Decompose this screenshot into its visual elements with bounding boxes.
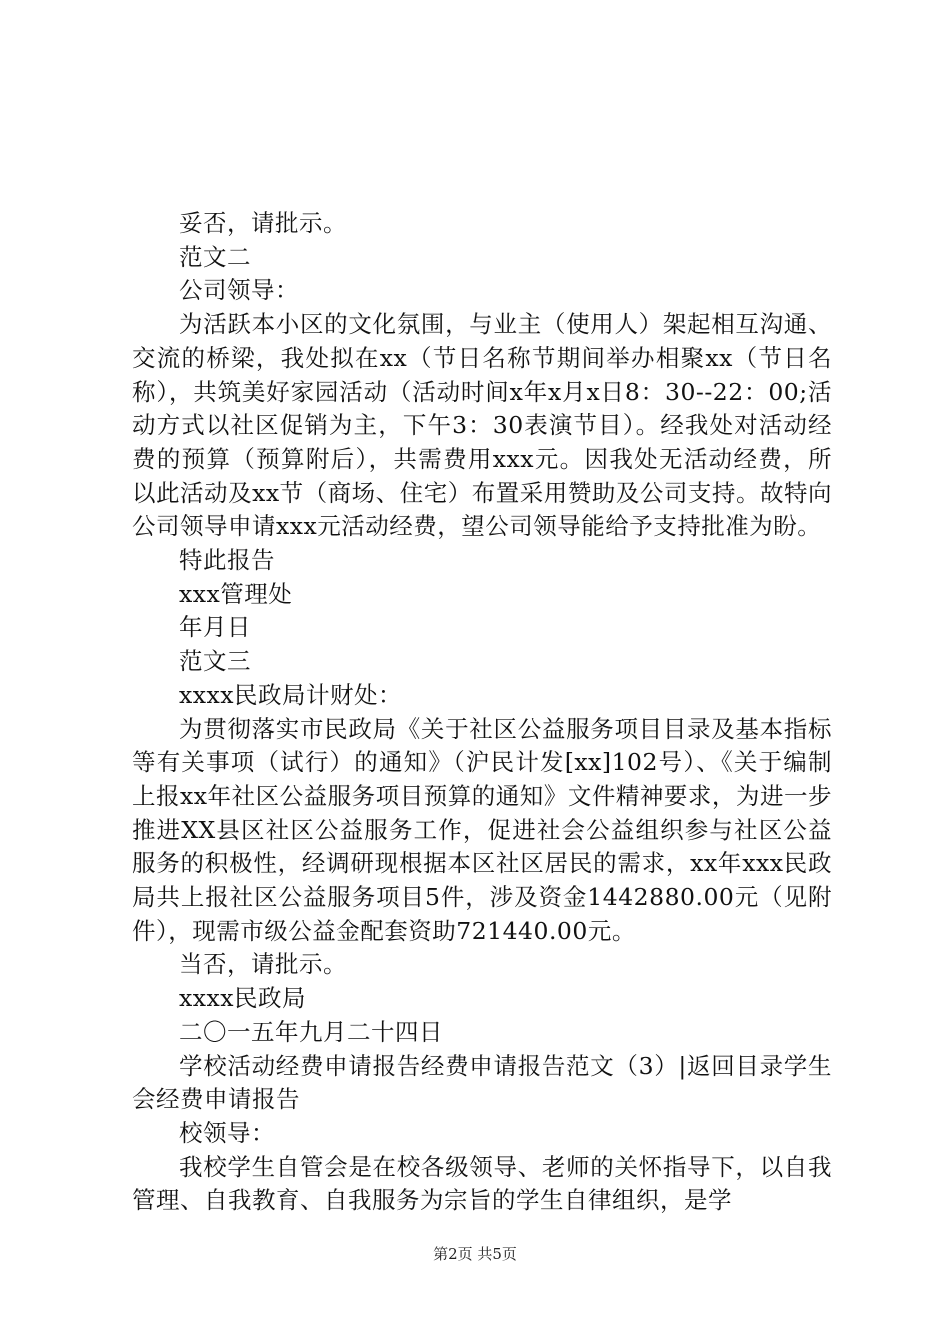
paragraph-6: xxx管理处: [179, 579, 293, 608]
document-body: [132, 207, 832, 1218]
paragraph-4: 为活跃本小区的文化氛围，与业主（使用人）架起相互沟通、交流的桥梁，我处拟在xx（节日名称节期间举办相聚xx（节日名称），共筑美好家园活动（活动时间x年x月x日8：30--22：00;活动方式以社区促销为主，下午3：30表演节目）。经我处对活动经费的预算（预算附后），共需费用xxx元。因我处无活动经费，所以此活动及xx节（商场、住宅）布置采用赞助及公司支持。故特向公司领导申请xxx元活动经费，望公司领导能给予支持批准为盼。: [132, 310, 832, 541]
paragraph-7: 年月日: [179, 613, 251, 642]
paragraph-15: 校领导：: [179, 1118, 275, 1147]
paragraph-2: 范文二: [179, 242, 251, 271]
paragraph-8: 范文三: [179, 647, 251, 676]
paragraph-1: 妥否，请批示。: [179, 209, 347, 237]
paragraph-5: 特此报告: [179, 546, 275, 575]
paragraph-16: 我校学生自管会是在校各级领导、老师的关怀指导下，以自我管理、自我教育、自我服务为宗旨的学生自律组织，是学: [132, 1152, 832, 1215]
paragraph-11: 当否，请批示。: [179, 950, 347, 979]
paragraph-9: xxxx民政局计财处：: [179, 680, 403, 709]
paragraph-14: 学校活动经费申请报告经费申请报告范文（3）|返回目录学生会经费申请报告: [132, 1051, 832, 1114]
paragraph-12: xxxx民政局: [179, 984, 307, 1013]
page-number-footer: 第2页 共5页: [433, 1245, 517, 1263]
paragraph-3: 公司领导：: [179, 276, 299, 305]
paragraph-13: 二〇一五年九月二十四日: [179, 1017, 443, 1046]
paragraph-10: 为贯彻落实市民政局《关于社区公益服务项目目录及基本指标等有关事项（试行）的通知》（沪民计发[xx]102号）、《关于编制上报xx年社区公益服务项目预算的通知》文件精神要求，为进一步推进XX县区社区公益服务工作，促进社会公益组织参与社区公益服务的积极性，经调研现根据本区社区居民的需求，xx年xxx民政局共上报社区公益服务项目5件，涉及资金1442880.00元（见附件），现需市级公益金配套资助721440.00元。: [132, 714, 832, 945]
